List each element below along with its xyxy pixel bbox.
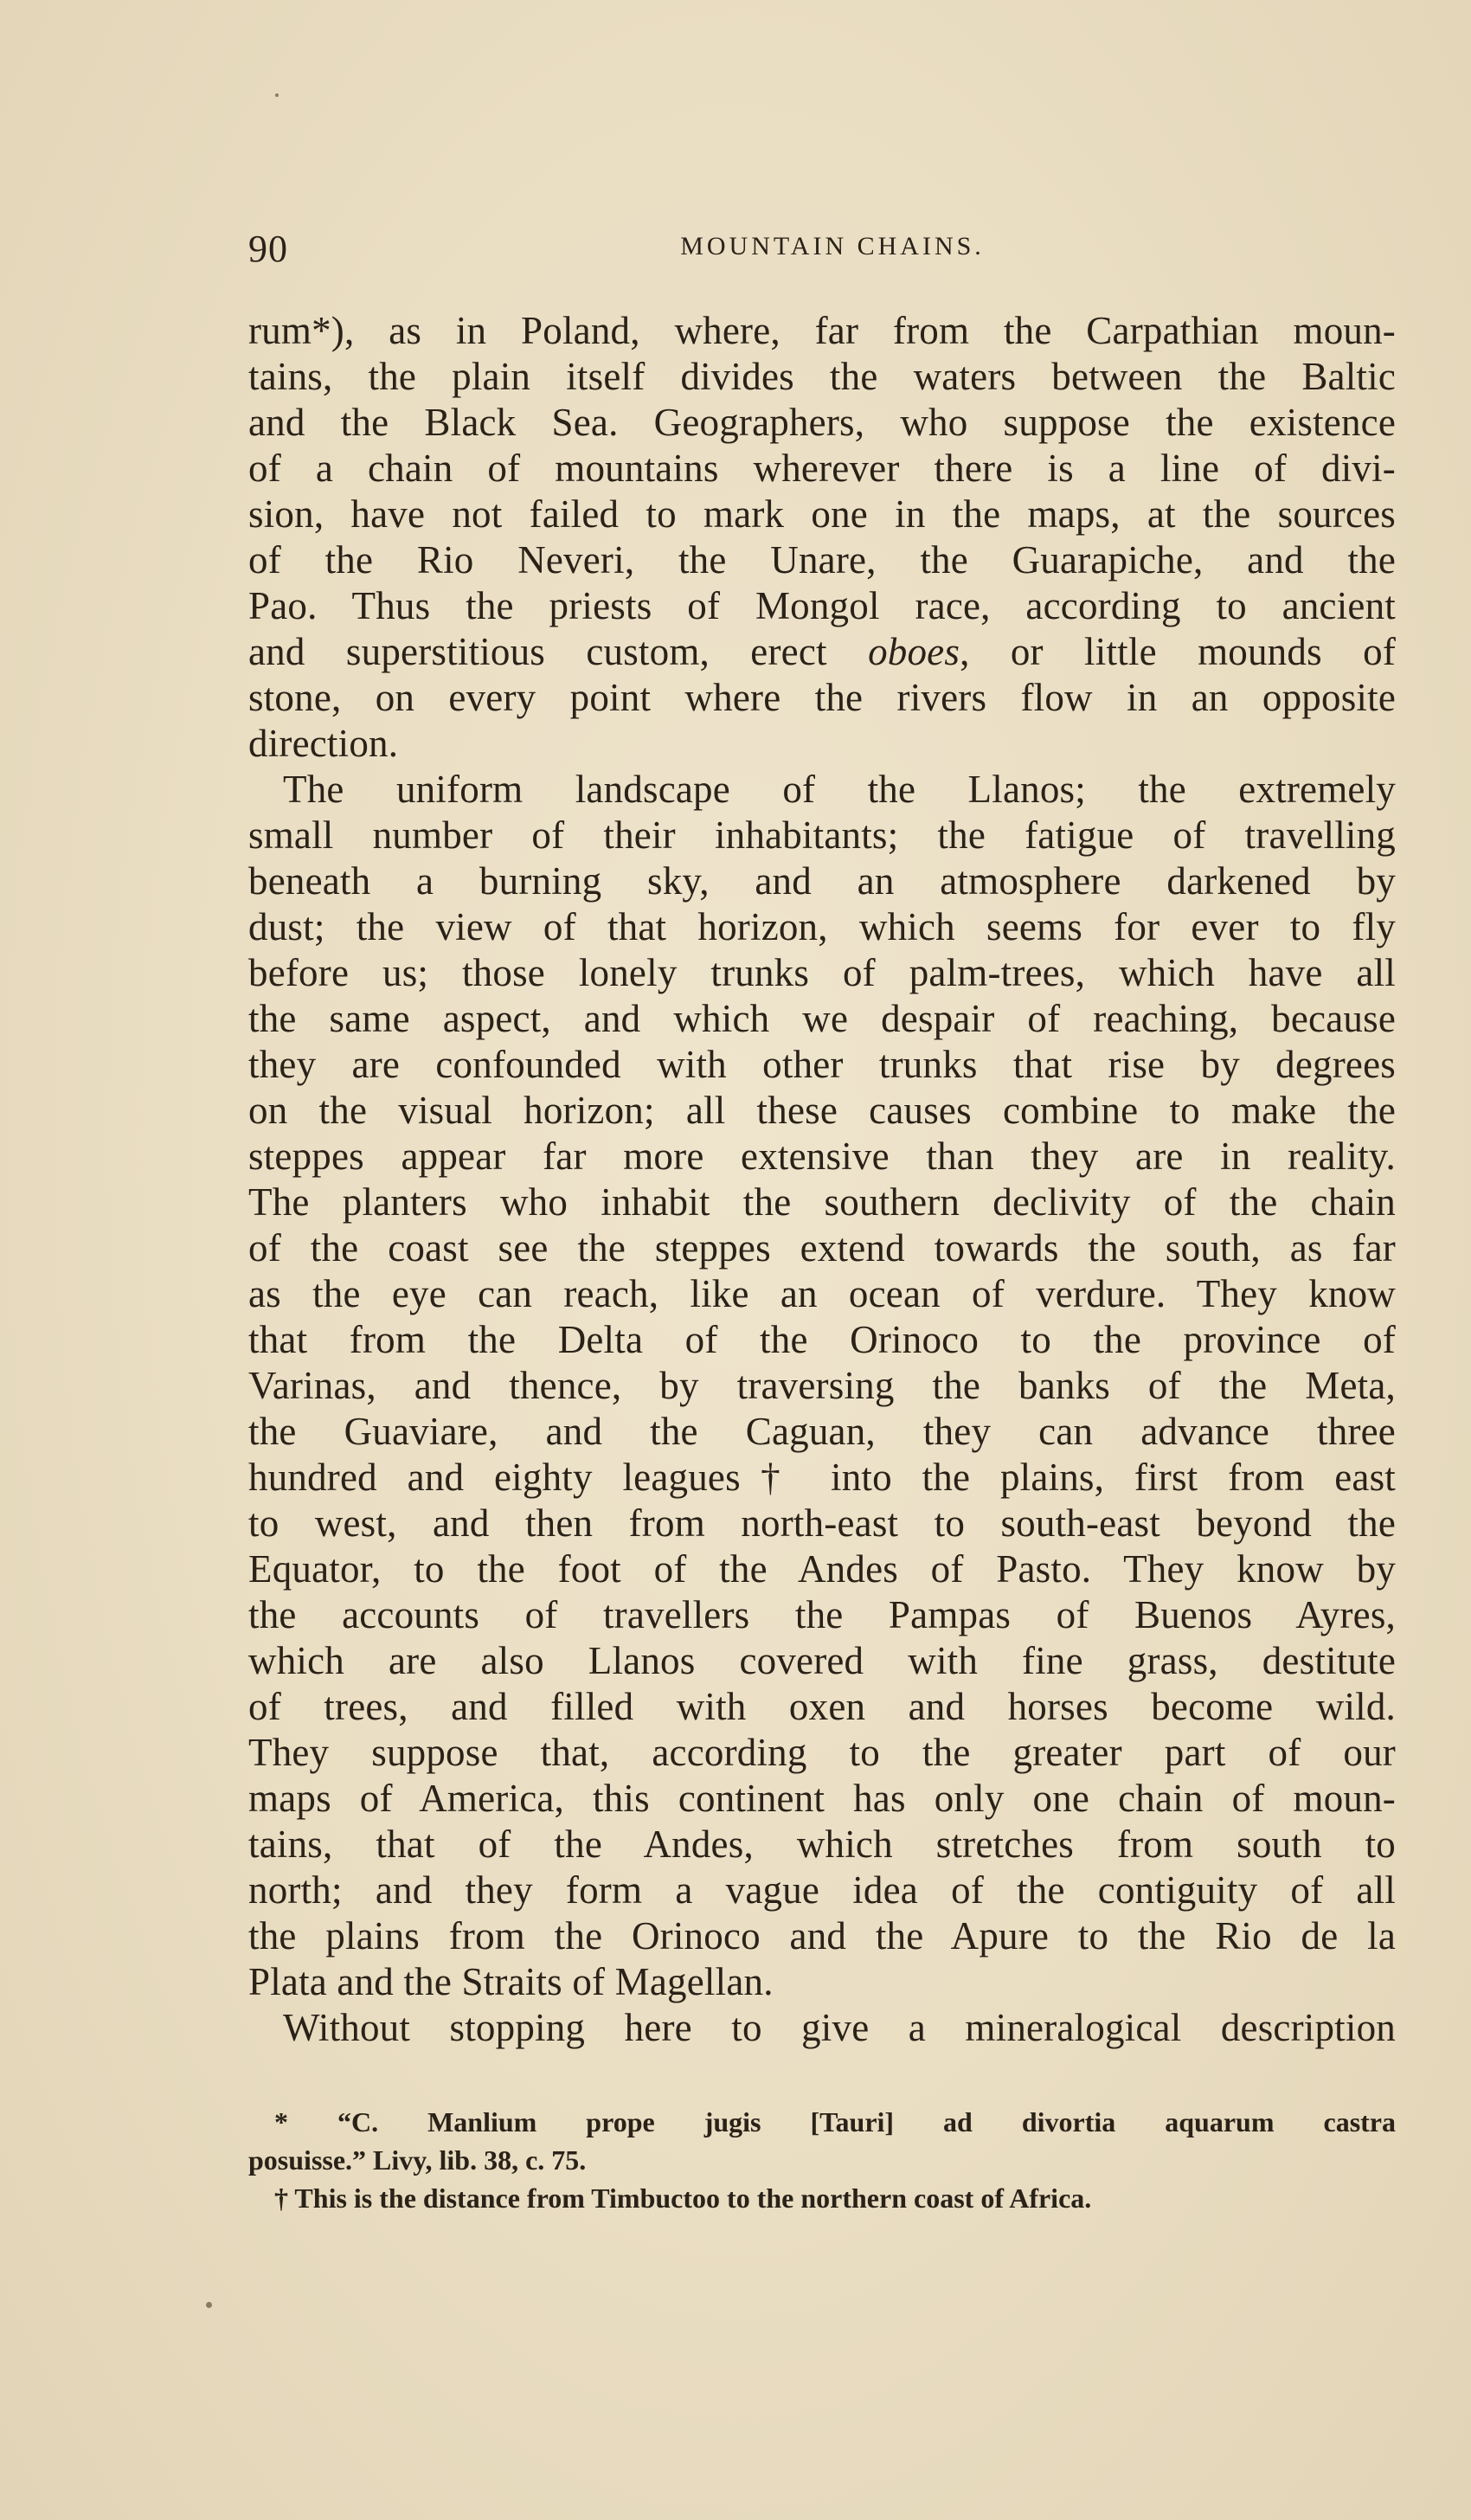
text-line: tains, the plain itself divides the waters between the Baltic — [248, 355, 1396, 398]
text-line: the Guaviare, and the Caguan, they can advance three — [248, 1410, 1396, 1453]
text-line: sion, have not failed to mark one in the maps, at the sources — [248, 492, 1396, 536]
footnotes — [248, 2103, 1396, 2217]
text-line — [248, 629, 1396, 675]
text-line: of the Rio Neveri, the Unare, the Guarapiche, and the — [248, 538, 1396, 582]
text-line: Pao. Thus the priests of Mongol race, according to ancient — [248, 584, 1396, 627]
footnote-line: † This is the distance from Timbuctoo to the northern coast of Africa. — [274, 2182, 1092, 2214]
text-line: stone, on every point where the rivers flow in an opposite — [248, 676, 1396, 719]
text-line: on the visual horizon; all these causes combine to make the — [248, 1089, 1396, 1132]
page-number: 90 — [248, 228, 288, 270]
page-header — [248, 227, 1391, 279]
body-text — [248, 308, 1396, 2051]
text-line: dust; the view of that horizon, which seems for ever to fly — [248, 905, 1396, 948]
text-line: which are also Llanos covered with fine grass, destitute — [248, 1639, 1396, 1682]
text-line: to west, and then from north-east to south-east beyond the — [248, 1501, 1396, 1545]
text-line: Plata and the Straits of Magellan. — [248, 1960, 774, 2003]
paragraph-start-line: The uniform landscape of the Llanos; the extremely — [283, 768, 1396, 811]
footnote-line: posuisse.” Livy, lib. 38, c. 75. — [248, 2144, 587, 2176]
text-line: direction. — [248, 722, 399, 765]
paragraph-start-line: Without stopping here to give a mineralogical description — [283, 2006, 1396, 2049]
text-line: beneath a burning sky, and an atmosphere darkened by — [248, 859, 1396, 903]
italic-word: oboes — [868, 630, 960, 673]
text-line: as the eye can reach, like an ocean of verdure. They know — [248, 1272, 1396, 1315]
text-line: and the Black Sea. Geographers, who suppose the existence — [248, 401, 1396, 444]
text-line: maps of America, this continent has only one chain of moun- — [248, 1777, 1396, 1820]
text-line: the plains from the Orinoco and the Apure to the Rio de la — [248, 1914, 1396, 1958]
text-line: hundred and eighty leagues† into the plains, first from east — [248, 1456, 1396, 1499]
running-head: MOUNTAIN CHAINS. — [680, 232, 985, 260]
text-line: of a chain of mountains wherever there is a line of divi- — [248, 447, 1396, 490]
paper-speck — [206, 2302, 212, 2308]
text-line: The planters who inhabit the southern declivity of the chain — [248, 1180, 1396, 1224]
text-line: of trees, and filled with oxen and horses become wild. — [248, 1685, 1396, 1728]
text-line: they are confounded with other trunks that rise by degrees — [248, 1043, 1396, 1086]
text-line: Varinas, and thence, by traversing the banks of the Meta, — [248, 1364, 1396, 1407]
text-line: the accounts of travellers the Pampas of Buenos Ayres, — [248, 1593, 1396, 1636]
text-line: before us; those lonely trunks of palm-trees, which have all — [248, 951, 1396, 994]
text-line: small number of their inhabitants; the fatigue of travelling — [248, 813, 1396, 857]
text-line: north; and they form a vague idea of the contiguity of all — [248, 1868, 1396, 1912]
text-line: steppes appear far more extensive than they are in reality. — [248, 1135, 1396, 1178]
text-line: Equator, to the foot of the Andes of Pasto. They know by — [248, 1547, 1396, 1591]
text-line: They suppose that, according to the greater part of our — [248, 1731, 1396, 1774]
text-segment: , or little mounds of — [960, 630, 1397, 673]
text-segment: and superstitious custom, erect — [248, 630, 869, 673]
text-line: tains, that of the Andes, which stretches from south to — [248, 1822, 1396, 1866]
text-line: the same aspect, and which we despair of reaching, because — [248, 997, 1396, 1040]
paper-speck — [275, 93, 279, 97]
footnote-line: * “C. Manlium prope jugis [Tauri] ad divortia aquarum castra — [274, 2106, 1396, 2138]
text-line: rum*), as in Poland, where, far from the Carpathian moun- — [248, 309, 1396, 352]
text-line: of the coast see the steppes extend towards the south, as far — [248, 1226, 1396, 1270]
text-line: that from the Delta of the Orinoco to the province of — [248, 1318, 1396, 1361]
